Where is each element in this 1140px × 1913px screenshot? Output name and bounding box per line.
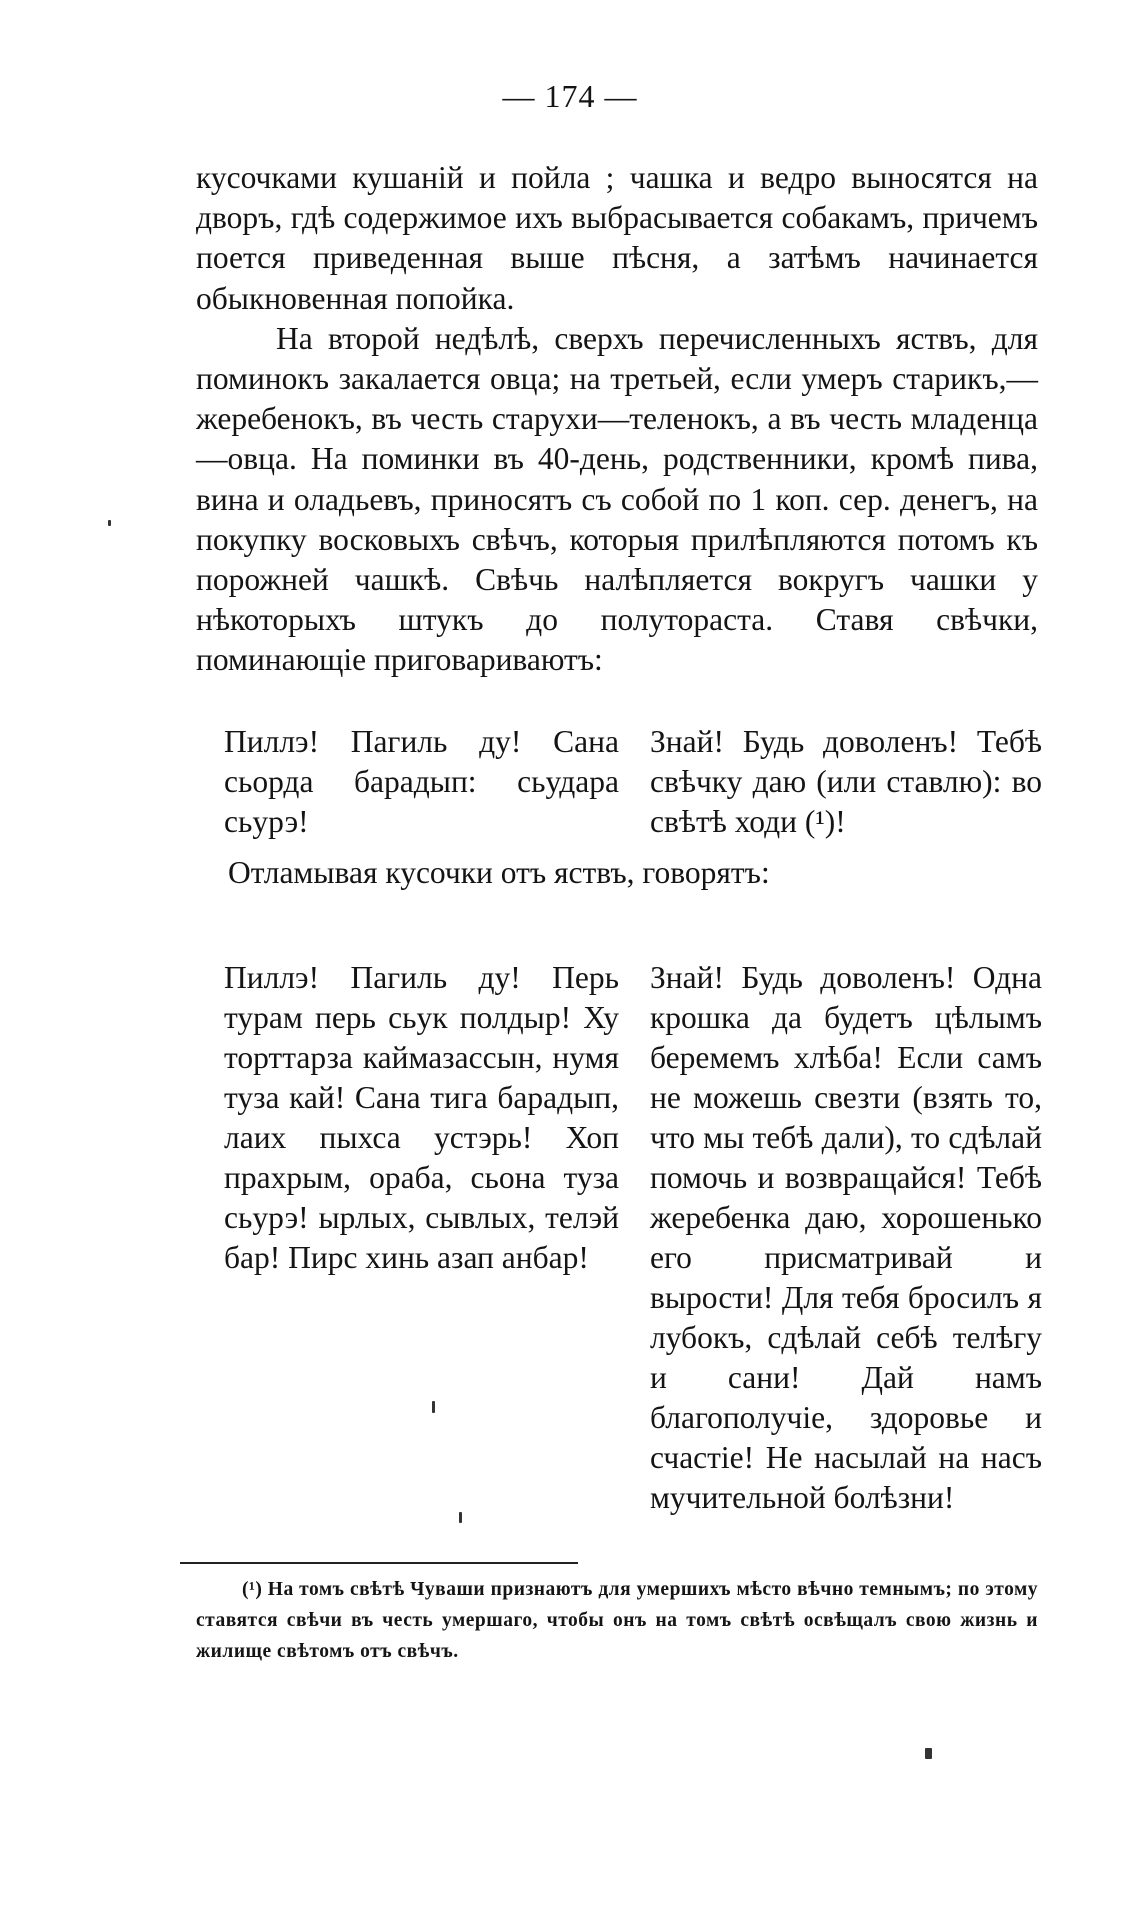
ink-speck (459, 1512, 462, 1523)
footnote-text: (¹) На томъ свѣтѣ Чуваши признаютъ для умершихъ мѣсто вѣчно темнымъ; по этому ставятся свѣчи въ честь умершаго, чтобы онъ на томъ свѣтѣ освѣщалъ свою жизнь и жилище свѣтомъ отъ свѣчъ. (196, 1579, 1038, 1662)
russian-column (650, 722, 1042, 1518)
verse-2-russian: Знай! Будь доволенъ! Одна крошка да будетъ цѣлымъ беремемъ хлѣба! Если самъ не можешь свезти (взять то, что мы тебѣ дали), то сдѣлай помочь и возвращайся! Тебѣ жеребенка даю, хорошенько его присматривай и вырости! Для тебя бросилъ я лубокъ, сдѣлай себѣ телѣгу и сани! Дай намъ благополучіе, здоровье и счастіе! Не насылай на насъ мучительной болѣзни! (650, 960, 1042, 1515)
ink-speck (108, 520, 111, 526)
verse-1-russian: Знай! Будь доволенъ! Тебѣ свѣчку даю (или ставлю): во свѣтѣ ходи (¹)! (650, 724, 1042, 839)
footnote-divider (180, 1562, 578, 1564)
chuvash-column (196, 722, 619, 1518)
verse-columns (196, 722, 1042, 1518)
page-number: — 174 — (502, 78, 638, 114)
verse-2-chuvash: Пиллэ! Пагиль ду! Перь турам перь сьук полдыр! Ху торттарза каймазассын, нумя туза кай! Сана тига барадып, лаих пыхса устэрь! Хоп прахрым, ораба, сьона туза сьурэ! ырлых, сывлых, телэй бар! Пирс хинь азап анбар! (224, 960, 619, 1275)
ink-speck (432, 1401, 435, 1413)
ink-speck (925, 1748, 932, 1759)
verse-1-chuvash: Пиллэ! Пагиль ду! Сана сьорда барадып: сьудара сьурэ! (224, 724, 619, 839)
paragraph-1: кусочками кушаній и пойла ; чашка и ведро выносятся на дворъ, гдѣ содержимое ихъ выбрасывается собакамъ, причемъ поется приведенная выше пѣсня, а затѣмъ начинается обыкновенная попойка. (196, 160, 1038, 316)
main-text (196, 158, 1038, 681)
footnote (196, 1574, 1038, 1667)
paragraph-2: На второй недѣлѣ, сверхъ перечисленныхъ яствъ, для поминокъ закалается овца; на третьей, если умеръ старикъ,—жеребенокъ, въ честь старухи—теленокъ, а въ честь младенца—овца. На поминки въ 40-день, родственники, кромѣ пива, вина и оладьевъ, приносятъ съ собой по 1 коп. сер. денегъ, на покупку восковыхъ свѣчъ, которыя прилѣпляются потомъ къ порожней чашкѣ. Свѣчь налѣпляется вокругъ чашки у нѣкоторыхъ штукъ до полутораста. Ставя свѣчки, поминающіе приговариваютъ: (196, 320, 1038, 678)
interlude-line: Отламывая кусочки отъ яствъ, говорятъ: (228, 855, 770, 890)
